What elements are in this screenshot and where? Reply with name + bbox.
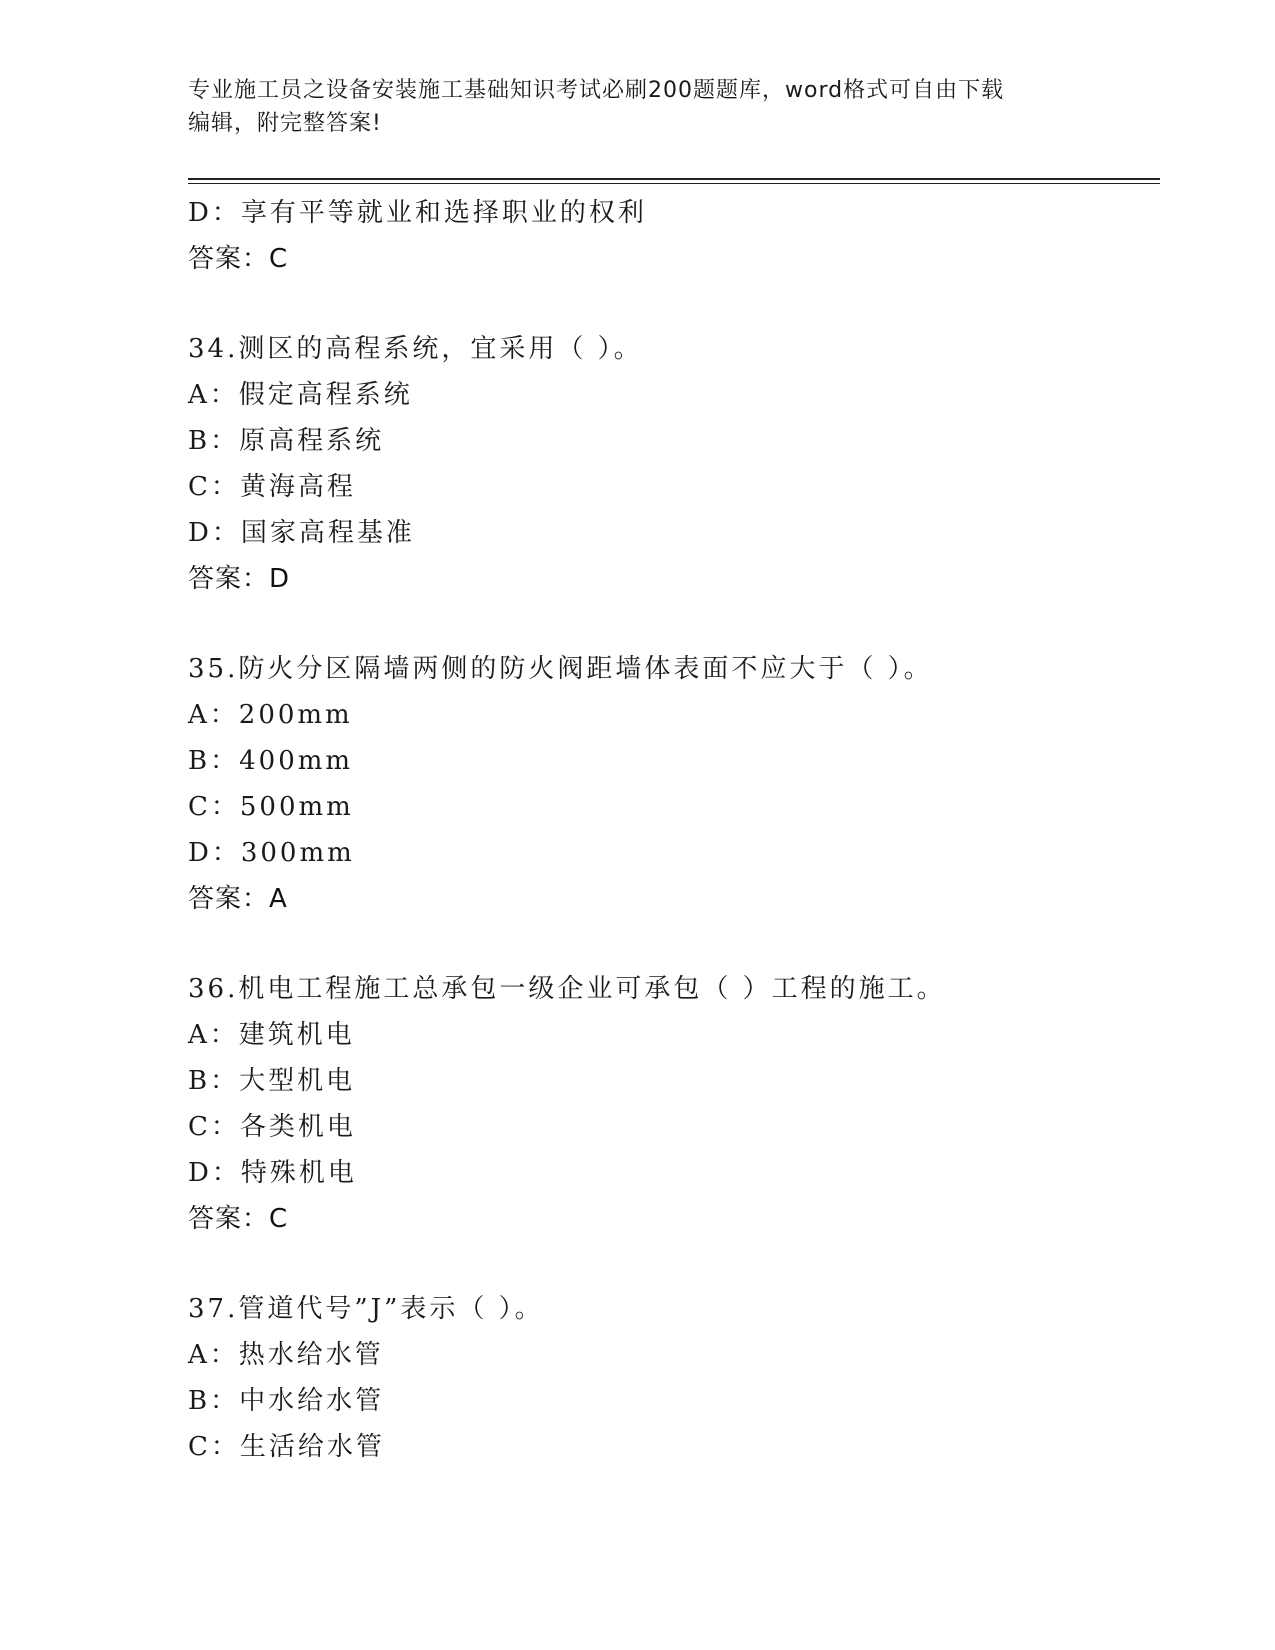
answer: 答案：A xyxy=(188,884,288,914)
question-block-34 xyxy=(188,326,1160,602)
option-d: D：300mm xyxy=(188,838,355,868)
answer: 答案：C xyxy=(188,244,289,274)
option-d: D：特殊机电 xyxy=(188,1158,357,1188)
option-a: A：200mm xyxy=(188,700,353,730)
option-a: A：假定高程系统 xyxy=(188,380,413,410)
header-title-line1: 专业施工员之设备安装施工基础知识考试必刷200题题库，word格式可自由下载 xyxy=(188,78,1005,103)
question-block-36 xyxy=(188,966,1160,1242)
answer: 答案：C xyxy=(188,1204,289,1234)
option-c: C：生活给水管 xyxy=(188,1432,385,1462)
option-c: C：各类机电 xyxy=(188,1112,356,1142)
option-d: D：享有平等就业和选择职业的权利 xyxy=(188,198,647,228)
option-b: B：中水给水管 xyxy=(188,1386,385,1416)
option-a: A：热水给水管 xyxy=(188,1340,384,1370)
option-b: B：大型机电 xyxy=(188,1066,356,1096)
question-list xyxy=(188,190,1160,1470)
spacer xyxy=(188,922,1160,966)
option-b: B：原高程系统 xyxy=(188,426,385,456)
option-d: D：国家高程基准 xyxy=(188,518,415,548)
answer: 答案：D xyxy=(188,564,291,594)
option-a: A：建筑机电 xyxy=(188,1020,355,1050)
option-c: C：黄海高程 xyxy=(188,472,356,502)
question-block-37 xyxy=(188,1286,1160,1470)
spacer xyxy=(188,282,1160,326)
spacer xyxy=(188,1242,1160,1286)
question-stem: 37.管道代号”J”表示（ ）。 xyxy=(188,1294,544,1324)
header-title-line2: 编辑，附完整答案! xyxy=(188,111,382,136)
document-header xyxy=(188,74,1088,140)
header-divider-thin xyxy=(188,183,1160,184)
question-block-35 xyxy=(188,646,1160,922)
question-stem: 35.防火分区隔墙两侧的防火阀距墙体表面不应大于（ ）。 xyxy=(188,654,933,684)
question-stem: 36.机电工程施工总承包一级企业可承包（ ）工程的施工。 xyxy=(188,974,946,1004)
header-divider-thick xyxy=(188,178,1160,180)
option-c: C：500mm xyxy=(188,792,354,822)
spacer xyxy=(188,602,1160,646)
option-b: B：400mm xyxy=(188,746,354,776)
question-stem: 34.测区的高程系统，宜采用（ ）。 xyxy=(188,334,643,364)
